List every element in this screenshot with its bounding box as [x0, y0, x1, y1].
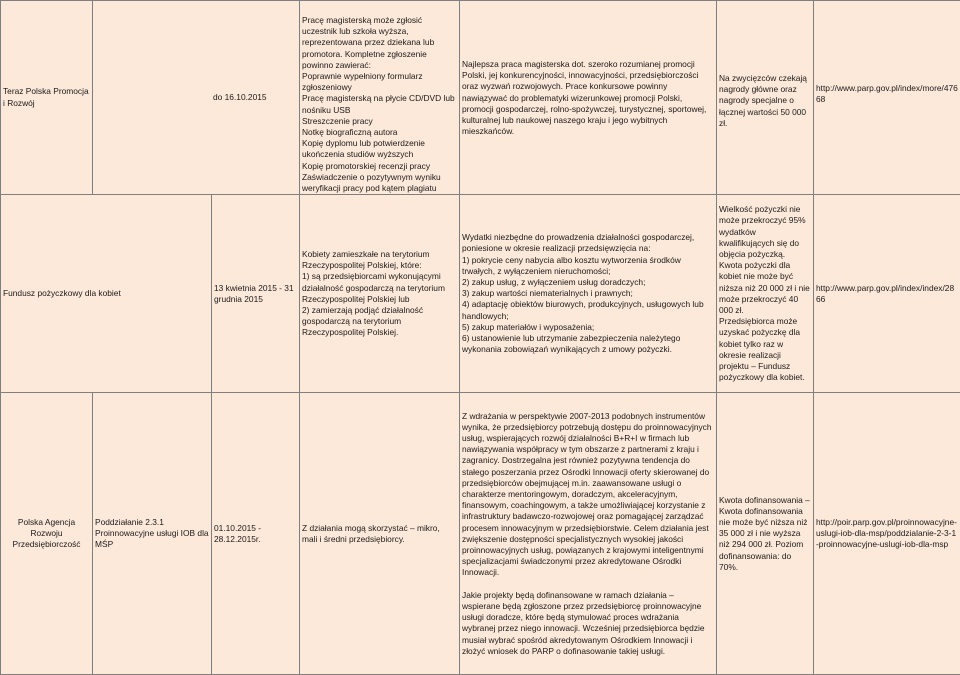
date-text: 01.10.2015 - 28.12.2015r. — [214, 523, 297, 545]
table-row — [1, 195, 960, 393]
program-name: Polska Agencja Rozwoju Przedsiębiorczość — [3, 517, 90, 551]
amount-cell — [717, 195, 814, 393]
amount-cell — [717, 393, 814, 675]
amount-cell — [717, 1, 814, 195]
eligibility-text: Z działania mogą skorzystać – mikro, mali i średni przedsiębiorcy. — [302, 523, 457, 545]
table-row — [1, 393, 960, 675]
date-cell — [212, 393, 300, 675]
deadline-cell — [93, 1, 300, 195]
program-name: Fundusz pożyczkowy dla kobiet — [3, 288, 209, 299]
amount-text: Na zwycięzców czekają nagrody główne oraz nagrody specjalne o łącznej wartości 50 000 zł. — [719, 73, 811, 129]
eligibility-text: Kobiety zamieszkałe na terytorium Rzeczypospolitej Polskiej, które: 1) są przedsiębiorcami wykonującymi działalność gospodarczą na terytorium Rzeczypospolitej Polskiej lub 2) zamierzają podjąć działalność gospodarczą na terytorium Rzeczypospolitej Polskiej. — [302, 249, 457, 339]
program-cell — [1, 1, 93, 195]
deadline-cell — [93, 393, 212, 675]
table-row — [1, 1, 960, 195]
scope-cell — [460, 393, 717, 675]
program-cell — [1, 393, 93, 675]
scope-cell — [460, 1, 717, 195]
link-text[interactable]: http://www.parp.gov.pl/index/index/2866 — [816, 283, 958, 305]
scope-text: Najlepsza praca magisterska dot. szeroko rozumianej promocji Polski, jej konkurencyjności, innowacyjności, przedsiębiorczości oraz wyzwań rozwojowych. Prace konkursowe powinny nawiązywać do problematyki wizerunkowej promocji Polski, promocji gospodarczej, rolno-spożywczej, turystycznej, sportowej, kulturalnej lub naukowej naszego kraju i jego wybitnych mieszkańców. — [462, 59, 714, 137]
program-name: Teraz Polska Promocja i Rozwój — [3, 86, 90, 108]
link-cell — [814, 1, 960, 195]
link-text[interactable]: http://poir.parp.gov.pl/proinnowacyjne-uslugi-iob-dla-msp/poddzialanie-2-3-1-proinnowacyjne-uslugi-iob-dla-msp — [816, 517, 958, 551]
scope-text: Wydatki niezbędne do prowadzenia działalności gospodarczej, poniesione w okresie realizacji przedsięwzięcia na: 1) pokrycie ceny nabycia albo kosztu wytworzenia środków trwałych, z wyłączeniem nieruchomości; 2) zakup usług, z wyłączeniem usług doradczych; 3) zakup wartości niematerialnych i prawnych; 4) adaptację obiektów biurowych, produkcyjnych, usługowych lub handlowych; 5) zakup materiałów i wyposażenia; 6) ustanowienie lub utrzymanie zabezpieczenia należytego wykonania zobowiązań wynikających z umowy pożyczki. — [462, 232, 714, 355]
eligibility-cell — [300, 1, 460, 195]
link-cell — [814, 393, 960, 675]
eligibility-cell — [300, 393, 460, 675]
link-text[interactable]: http://www.parp.gov.pl/index/more/47668 — [816, 83, 958, 105]
scope-cell — [460, 195, 717, 393]
deadline-text: do 16.10.2015 — [213, 92, 297, 103]
deadline-text: 13 kwietnia 2015 - 31 grudnia 2015 — [214, 283, 297, 305]
eligibility-cell — [300, 195, 460, 393]
program-cell — [1, 195, 212, 393]
deadline-cell — [212, 195, 300, 393]
amount-text: Kwota dofinansowania – Kwota dofinansowania nie może być niższa niż 35 000 zł i nie wyższa niż 294 000 zł. Poziom dofinansowania: do 70%. — [719, 495, 811, 573]
subaction-text: Poddziałanie 2.3.1 Proinnowacyjne usługi IOB dla MŚP — [95, 517, 209, 551]
eligibility-text: Pracę magisterską może zgłosić uczestnik lub szkoła wyższa, reprezentowana przez dziekana lub promotora. Kompletne zgłoszenie powinno zawierać: Poprawnie wypełniony formularz zgłoszeniowy Pracę magisterską na płycie CD/DVD lub nośniku USB Streszczenie pracy Notkę biograficzną autora Kopię dyplomu lub potwierdzenie ukończenia studiów wyższych Kopię promotorskiej recenzji pracy Zaświadczenie o pozytywnym wyniku weryfikacji pracy pod kątem plagiatu — [302, 15, 457, 194]
link-cell — [814, 195, 960, 393]
scope-text: Z wdrażania w perspektywie 2007-2013 podobnych instrumentów wynika, że przedsiębiorcy potrzebują dostępu do proinnowacyjnych usług, wspierających rozwój działalności B+R+I w firmach lub nawiązywania współpracy w tym obszarze z partnerami z kraju i zagranicy. Dostrzegalna jest również pozytywna tendencja do stałego poszerzania przez Ośrodki Innowacji oferty skierowanej do przedsiębiorców obejmującej m.in. zaawansowane usługi o charakterze mentoringowym, doradczym, akceleracyjnym, finansowym, coachingowym, a także umożliwiającej korzystanie z infrastruktury badawczo-rozwojowej oraz pomagającej zarządzać procesem innowacyjnym w przedsiębiorstwie. Celem działania jest zwiększenie dostępności specjalistycznych wysokiej jakości proinnowacyjnych usług, powiązanych z krajowymi inteligentnymi specjalizacjami świadczonymi przez akredytowane Ośrodki Innowacji. Jakie projekty będą dofinansowane w ramach działania – wspierane będą zgłoszone przez przedsiębiorcę proinnowacyjne usługi doradcze, które będą stymulować proces wdrażania wybranej przez niego innowacji. Wcześniej przedsiębiorca będzie musiał wybrać spośród akredytowanym Ośrodkiem Innowacji i złożyć wniosek do PARP o dofinasowanie takiej usługi. — [462, 411, 714, 657]
amount-text: Wielkość pożyczki nie może przekroczyć 95% wydatków kwalifikujących się do objęcia pożyczką. Kwota pożyczki dla kobiet nie może być niższa niż 20 000 zł i nie może przekroczyć 40 000 zł. Przedsiębiorca może uzyskać pożyczkę dla kobiet tylko raz w okresie realizacji projektu – Fundusz pożyczkowy dla kobiet. — [719, 204, 811, 383]
